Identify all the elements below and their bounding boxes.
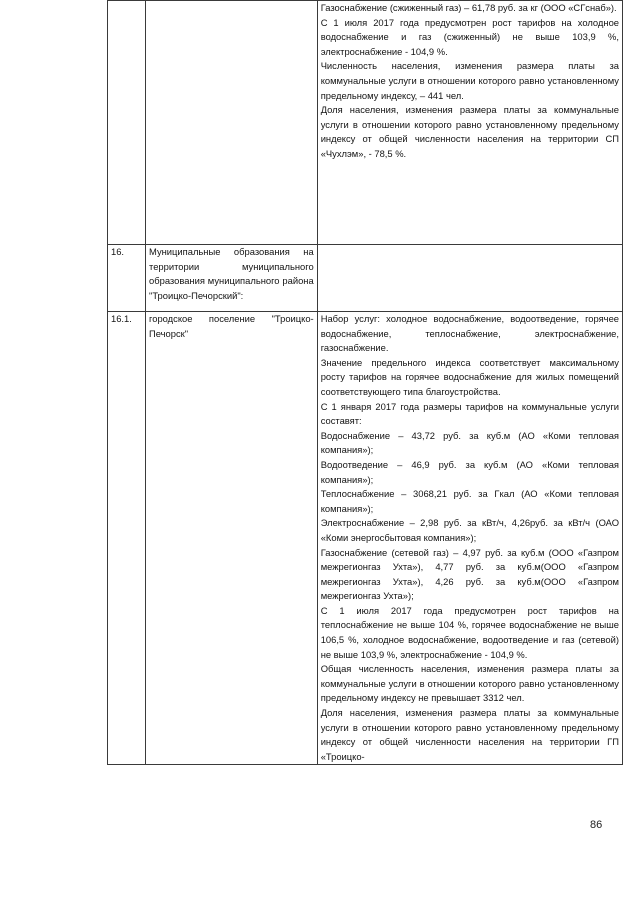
- info-paragraph: С 1 января 2017 года размеры тарифов на коммунальные услуги составят:: [320, 400, 619, 427]
- info-cell: [317, 1, 622, 245]
- info-cell: [317, 245, 622, 312]
- info-paragraph: С 1 июля 2017 года предусмотрен рост тарифов на холодное водоснабжение и газ (сжиженный) не выше 103,9 %, электроснабжение - 104,9 %.: [320, 16, 619, 57]
- row-number-cell: [108, 245, 146, 312]
- table-row: [108, 1, 623, 245]
- info-paragraph: Водоснабжение – 43,72 руб. за куб.м (АО «Коми тепловая компания»);: [320, 429, 619, 456]
- document-table: [107, 0, 623, 765]
- row-number: 16.1.: [111, 313, 132, 324]
- row-number-cell: [108, 1, 146, 245]
- info-paragraph: Общая численность населения, изменения размера платы за коммунальные услуги в отношении которого равно установленному предельному индексу не превышает 3312 чел.: [320, 663, 619, 704]
- info-cell: [317, 312, 622, 765]
- row-number-cell: [108, 312, 146, 765]
- municipality-cell: [146, 245, 318, 312]
- info-paragraph: Численность населения, изменения размера платы за коммунальные услуги в отношении которого равно установленному предельному индексу, – 441 чел.: [320, 60, 619, 101]
- municipality-cell: [146, 1, 318, 245]
- info-paragraph: С 1 июля 2017 года предусмотрен рост тарифов на теплоснабжение не выше 104 %, горячее водоснабжение не выше 106,5 %, холодное водоснабжение, водоотведение и газ (сетевой) не выше 103,9 %, электроснабжение - 104,9 %.: [320, 604, 619, 660]
- info-paragraph: Газоснабжение (сжиженный газ) – 61,78 руб. за кг (ООО «СГснаб»).: [320, 2, 617, 13]
- info-paragraph: Доля населения, изменения размера платы за коммунальные услуги в отношении которого равно установленному предельному индексу от общей численности населения на территории ГП «Троицко-: [320, 707, 619, 762]
- info-paragraph: Водоотведение – 46,9 руб. за куб.м (АО «Коми тепловая компания»);: [320, 458, 619, 485]
- page-number: 86: [590, 819, 603, 831]
- table-row: [108, 245, 623, 312]
- municipality-name: Муниципальные образования на территории муниципального образования муниципального района "Троицко-Печорский":: [149, 246, 314, 301]
- info-paragraph: Набор услуг: холодное водоснабжение, водоотведение, горячее водоснабжение, теплоснабжение, электроснабжение, газоснабжение.: [320, 313, 619, 354]
- table-row: [108, 312, 623, 765]
- info-paragraph: Значение предельного индекса соответствует максимальному росту тарифов на горячее водоснабжение для жилых помещений соответствующего типа благоустройства.: [320, 356, 619, 397]
- row-number: 16.: [111, 246, 125, 257]
- municipality-name: городское поселение "Троицко-Печорск": [149, 313, 314, 339]
- info-paragraph: Газоснабжение (сетевой газ) – 4,97 руб. за куб.м (ООО «Газпром межрегионгаз Ухта»), 4,77 руб. за куб.м(ООО «Газпром межрегионгаз Ухта»), 4,26 руб. за куб.м(ООО «Газпром межрегионгаз Ухта»);: [320, 546, 619, 602]
- info-paragraph: Электроснабжение – 2,98 руб. за кВт/ч, 4,26руб. за кВт/ч (ОАО «Коми энергосбытовая компания»);: [320, 517, 619, 543]
- info-paragraph: Теплоснабжение – 3068,21 руб. за Гкал (АО «Коми тепловая компания»);: [320, 488, 619, 514]
- municipality-cell: [146, 312, 318, 765]
- info-paragraph: Доля населения, изменения размера платы за коммунальные услуги в отношении которого равно установленному предельному индексу от общей численности населения на территории СП «Чухлэм», - 78,5 %.: [320, 104, 619, 159]
